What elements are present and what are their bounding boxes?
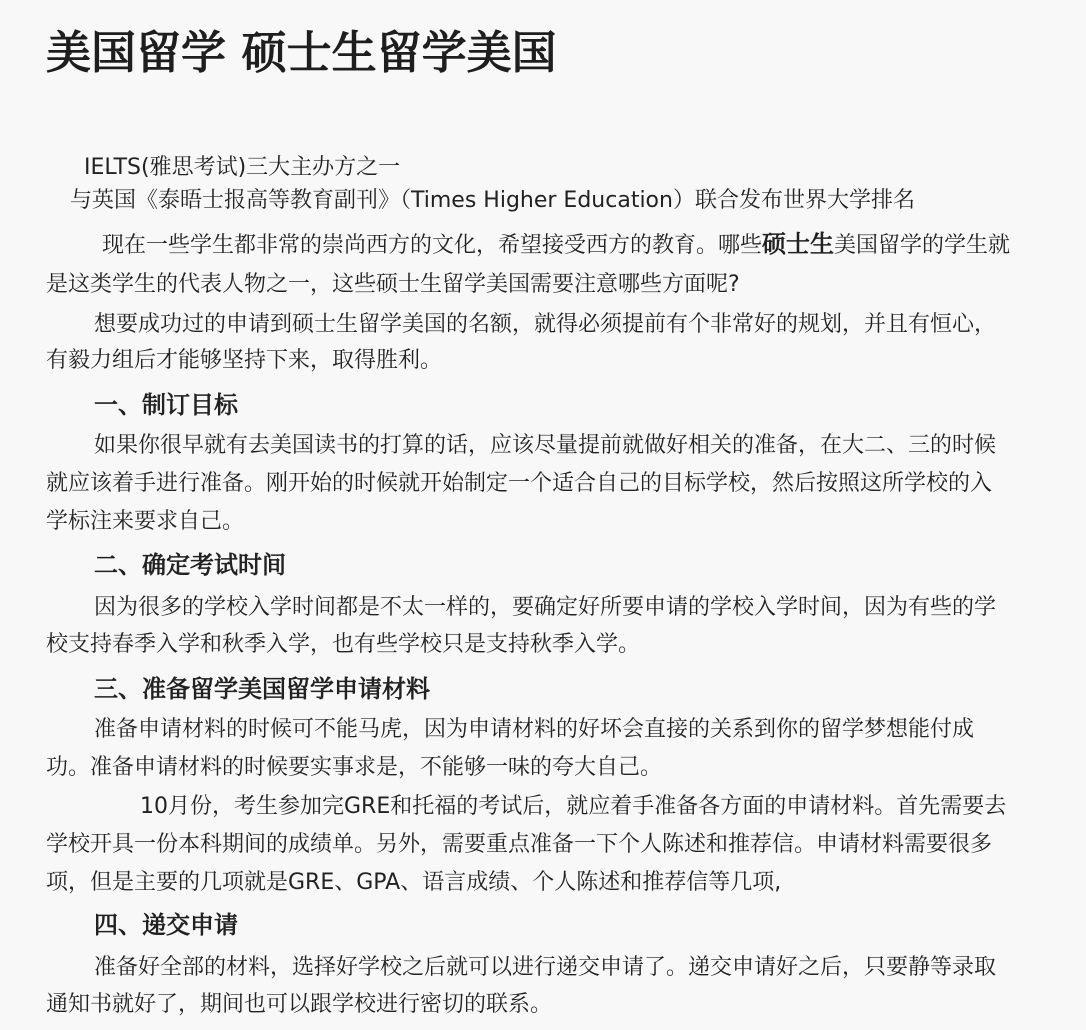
paragraph-line: 功。准备申请材料的时候要实事求是，不能够一味的夸大自己。 xyxy=(46,755,663,780)
meta-line-2: 与英国《泰晤士报高等教育副刊》（Times Higher Education）联合发布世界大学排名 xyxy=(70,188,915,213)
intro-text: 现在一些学生都非常的崇尚西方的文化，希望接受西方的教育。哪些 xyxy=(102,233,763,258)
paragraph-line: 10月份，考生参加完GRE和托福的考试后，就应着手准备各方面的申请材料。首先需要去 xyxy=(140,794,1007,819)
paragraph-line: 如果你很早就有去美国读书的打算的话，应该尽量提前就做好相关的准备，在大二、三的时候 xyxy=(94,433,997,458)
paragraph-line: 学校开具一份本科期间的成绩单。另外，需要重点准备一下个人陈述和推荐信。申请材料需要很多 xyxy=(46,832,993,857)
section-heading-materials: 三、准备留学美国留学申请材料 xyxy=(94,675,430,703)
meta-line-1: IELTS(雅思考试)三大主办方之一 xyxy=(84,155,401,180)
intro-text-rest: 美国留学的学生就 xyxy=(834,233,1011,258)
paragraph-line: 项，但是主要的几项就是GRE、GPA、语言成绩、个人陈述和推荐信等几项, xyxy=(46,870,782,895)
paragraph-line: 通知书就好了，期间也可以跟学校进行密切的联系。 xyxy=(46,992,553,1017)
paragraph-line: 校支持春季入学和秋季入学，也有些学校只是支持秋季入学。 xyxy=(46,632,641,657)
section-heading-exam-time: 二、确定考试时间 xyxy=(94,551,286,579)
paragraph-line: 就应该着手进行准备。刚开始的时候就开始制定一个适合自己的目标学校，然后按照这所学校的入 xyxy=(46,471,993,496)
keyword-link[interactable]: 硕士生 xyxy=(762,230,835,258)
page-title: 美国留学 硕士生留学美国 xyxy=(46,26,557,79)
section-heading-goal: 一、制订目标 xyxy=(94,391,238,419)
paragraph-line: 准备申请材料的时候可不能马虎，因为申请材料的好坏会直接的关系到你的留学梦想能付成 xyxy=(94,717,975,742)
paragraph-line: 因为很多的学校入学时间都是不太一样的，要确定好所要申请的学校入学时间，因为有些的学 xyxy=(94,595,997,620)
intro-paragraph-2-line-2: 有毅力组后才能够坚持下来，取得胜利。 xyxy=(46,348,443,373)
intro-paragraph-2-line-1: 想要成功过的申请到硕士生留学美国的名额，就得必须提前有个非常好的规划，并且有恒心， xyxy=(94,312,997,337)
intro-paragraph-1-line-1 xyxy=(102,229,1010,261)
paragraph-line: 学标注来要求自己。 xyxy=(46,509,245,534)
intro-paragraph-1-line-2: 是这类学生的代表人物之一，这些硕士生留学美国需要注意哪些方面呢? xyxy=(46,272,740,297)
paragraph-line: 准备好全部的材料，选择好学校之后就可以进行递交申请了。递交申请好之后，只要静等录取 xyxy=(94,955,997,980)
section-heading-submit: 四、递交申请 xyxy=(94,911,238,939)
